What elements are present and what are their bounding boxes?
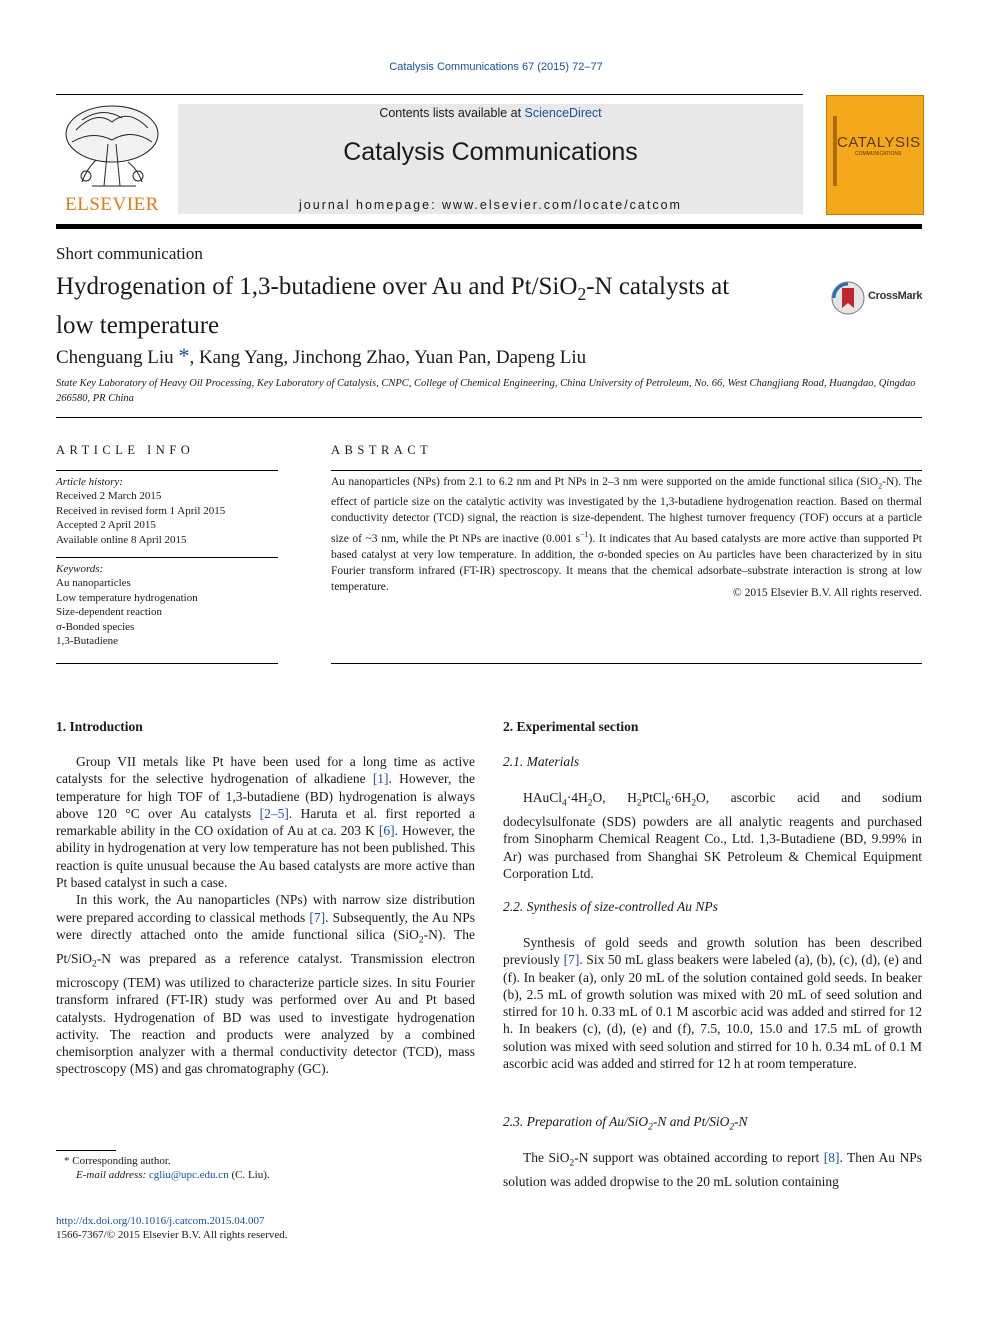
crossmark-button[interactable] [830,280,930,316]
text: -N support was obtained according to report [574,1150,824,1165]
elsevier-tree-icon [56,100,168,196]
email-note [76,1169,270,1181]
header-rule [56,94,803,95]
reference-link[interactable]: [2–5] [259,805,289,821]
text: . Haruta et al. first reported a remarkable ability in the CO oxidation of Au at ca. 203 K [56,805,475,839]
text: -N was prepared as a reference catalyst. Transmission electron microscopy (TEM) was utilized to characterize particle sizes. In situ Fourier transform infrared (FT-IR) study was performed over Au and Pt based catalysts. Hydrogenation of BD was used to investigate hydrogenation activity. The reaction and products were analyzed by a combined chemisorption analyzer with a thermal conductivity detector (TCD), mass spectroscopy (MS) and gas chromatography (GC). [56,950,475,1077]
text: . Then Au NPs solution was added dropwise to the 20 mL solution containing [503,1150,923,1189]
text: ·6H [670,790,692,805]
text: Synthesis of gold seeds and growth solution has been described previously [503,935,922,968]
email-link[interactable]: cgliu@upc.edu.cn [148,1169,229,1181]
text: -N [734,1114,748,1129]
abstract-seg: -N). The effect of particle size on the catalytic activity was investigated by the 1,3-butadiene hydrogenation reaction. Based on thermal conductivity detector (TCD) signal, the reaction is size-dependent. The highest turnover frequency (TOF) occurs at a particle size of ~3 nm, while the Pt NPs are inactive (0.001 s [331,476,922,545]
subscript: 2 [587,798,593,809]
preparation-body [503,1149,922,1190]
history-heading: Article history: [56,476,123,488]
subscript: 4 [562,798,567,809]
keywords [56,562,278,648]
subscript: 2 [92,959,97,970]
contents-prefix: Contents lists available at [379,106,525,120]
synthesis-body [503,934,922,1072]
copyright-line: © 2015 Elsevier B.V. All rights reserved. [733,587,922,599]
text: PtCl [641,790,666,805]
keyword-item: Au nanoparticles [56,577,131,590]
subscript: 2 [569,1158,575,1169]
text: -N). The Pt/SiO [56,926,475,966]
journal-reference-link[interactable]: Catalysis Communications 67 (2015) 72–77 [389,61,603,73]
subscript: 2 [418,935,424,946]
section-heading-experimental: 2. Experimental section [503,719,639,734]
divider [56,417,922,418]
text: . Six 50 mL glass beakers were labeled (a), (b), (c), (d), (e) and (f). In beaker (a), only 20 mL of the solution contained gold seeds. In beaker (b), 2.5 mL of growth solution was mixed with 20 mL of seed solution and stirred for 10 h. 0.33 mL of 0.1 M ascorbic acid was added and stirred for 12 h. In beakers (c), (d), (e) and (f), 7.5, 10.0, 15.0 and 17.5 mL of growth solution was mixed with seed solution and stirred for 10 h. 0.34 mL of 0.1 M ascorbic acid was added and stirred for 12 h at room temperature. [503,952,922,1072]
subsection-heading-preparation [503,1114,748,1133]
author-name[interactable]: Chenguang Liu [56,347,179,368]
author-list [56,343,586,369]
divider [56,470,278,471]
introduction-body [56,753,475,1078]
corresponding-author-note: * Corresponding author. [64,1155,171,1167]
publisher-name: ELSEVIER [65,194,159,215]
materials-body [503,789,922,882]
text: ·4H [566,790,588,805]
abstract-sub: 2 [878,481,883,491]
subscript: 2 [729,1122,735,1133]
issn-line: 1566-7367/© 2015 Elsevier B.V. All rights reserved. [56,1229,288,1241]
article-info-heading: ARTICLE INFO [56,443,195,457]
text: -N and Pt/SiO [652,1114,730,1129]
history-item: Accepted 2 April 2015 [56,519,156,532]
paragraph [56,891,475,1077]
divider [331,663,922,664]
abstract-sup: −1 [579,529,589,539]
subscript: 2 [648,1122,653,1133]
paragraph [503,934,922,1072]
affiliation: State Key Laboratory of Heavy Oil Processing, Key Laboratory of Catalysis, CNPC, College of Chemical Engineering, China University of Petroleum, No. 66, West Changjiang Road, Huangdao, Qingdao 266580, PR China [56,378,916,404]
subscript: 2 [691,798,697,809]
journal-homepage-link[interactable]: journal homepage: www.elsevier.com/locate/catcom [299,198,682,212]
reference-link[interactable]: [1] [372,771,389,787]
subsection-heading-synthesis: 2.2. Synthesis of size-controlled Au NPs [503,899,718,914]
text: . However, the temperature for high TOF of 1,3-butadiene (BD) hydrogenation is always above 120 °C over Au catalysts [56,771,476,821]
text: . Subsequently, the Au NPs were directly attached onto the amide functional silica (SiO [56,909,475,942]
footnote-rule [56,1150,116,1151]
paragraph [56,753,475,891]
email-label: E-mail address: [76,1169,149,1181]
author-names-rest: , Kang Yang, Jinchong Zhao, Yuan Pan, Dapeng Liu [189,347,587,368]
cover-subtitle: COMMUNICATIONS [855,151,902,157]
abstract-heading: ABSTRACT [331,443,433,457]
text: Group VII metals like Pt have been used for a long time as active catalysts for the selective hydrogenation of alkadiene [56,754,475,787]
divider [56,663,278,664]
divider [331,470,922,471]
elsevier-logo[interactable] [56,100,168,216]
keyword-item: Size-dependent reaction [56,606,162,619]
reference-link[interactable]: [7] [309,909,326,925]
article-type: Short communication [56,244,203,263]
text: O, H [592,790,637,805]
text: 2.3. Preparation of Au/SiO [503,1114,649,1129]
header-thick-rule [56,224,922,229]
subsection-heading-materials: 2.1. Materials [503,754,580,769]
title-text-cont: -N catalysts at low temperature [56,273,730,339]
text: O, ascorbic acid and sodium dodecylsulfonate (SDS) powders are all analytic reagents and purchased from Sinopharm Chemical Reagent Co., Ltd. 1,3-Butadiene (BD, 9.99% in Ar) was purchased from Shanghai SK Petroleum & Chemical Equipment Corporation Ltd. [503,790,922,881]
keywords-heading: Keywords: [56,563,104,575]
cover-strip [833,116,837,186]
history-item: Received 2 March 2015 [56,490,162,503]
paragraph [503,1149,922,1190]
subscript: 6 [665,798,671,809]
journal-title: Catalysis Communications [343,138,638,166]
abstract-text [331,474,922,595]
crossmark-label: CrossMark [868,290,923,302]
cover-title: CATALYSIS [837,134,921,151]
section-heading-introduction: 1. Introduction [56,719,143,734]
doi-url[interactable]: http://dx.doi.org/10.1016/j.catcom.2015.04.007 [56,1215,265,1227]
journal-cover-thumbnail[interactable] [826,95,924,215]
text: . However, the ability in hydrogenation at very low temperature has not been published. This reaction is quite unusual because the Au based catalysts are more active than Pt based catalyst in such a case. [56,823,475,891]
article-history [56,475,278,547]
divider [56,557,278,558]
text: In this work, the Au nanoparticles (NPs) with narrow size distribution were prepared according to classical methods [56,892,475,925]
keyword-item: Low temperature hydrogenation [56,591,198,604]
article-title [56,271,756,341]
sciencedirect-link[interactable]: ScienceDirect [524,106,602,120]
history-item: Received in revised form 1 April 2015 [56,504,226,517]
corresponding-author-marker[interactable]: * [178,343,190,368]
reference-link[interactable]: [8] [823,1150,840,1165]
history-item: Available online 8 April 2015 [56,533,187,546]
abstract-seg: ). It indicates that Au based catalysts are more active than supported Pt based catalyst at very low temperature. In addition, the σ-bonded species on Au particles have been characterized by in situ Fourier transform infrared (FT-IR) spectroscopy. It means that the chemical adsorbate–substrate interaction is strong at low temperature. [331,532,922,593]
text: HAuCl [523,790,563,805]
paragraph [503,789,922,882]
keyword-item: 1,3-Butadiene [56,635,119,648]
doi-link[interactable] [56,1215,264,1227]
keyword-item: σ-Bonded species [56,620,135,633]
abstract-seg: Au nanoparticles (NPs) from 2.1 to 6.2 nm and Pt NPs in 2–3 nm were supported on the amide functional silica (SiO [331,476,879,488]
text: The SiO [523,1150,570,1165]
reference-link[interactable]: [6] [378,823,395,839]
contents-line [178,106,803,120]
subscript: 2 [636,798,642,809]
text: (C. Liu). [228,1169,270,1181]
reference-link[interactable]: [7] [563,952,580,968]
title-text: Hydrogenation of 1,3-butadiene over Au and Pt/SiO [56,273,578,300]
title-subscript: 2 [577,284,587,304]
crossmark-icon [830,280,866,316]
